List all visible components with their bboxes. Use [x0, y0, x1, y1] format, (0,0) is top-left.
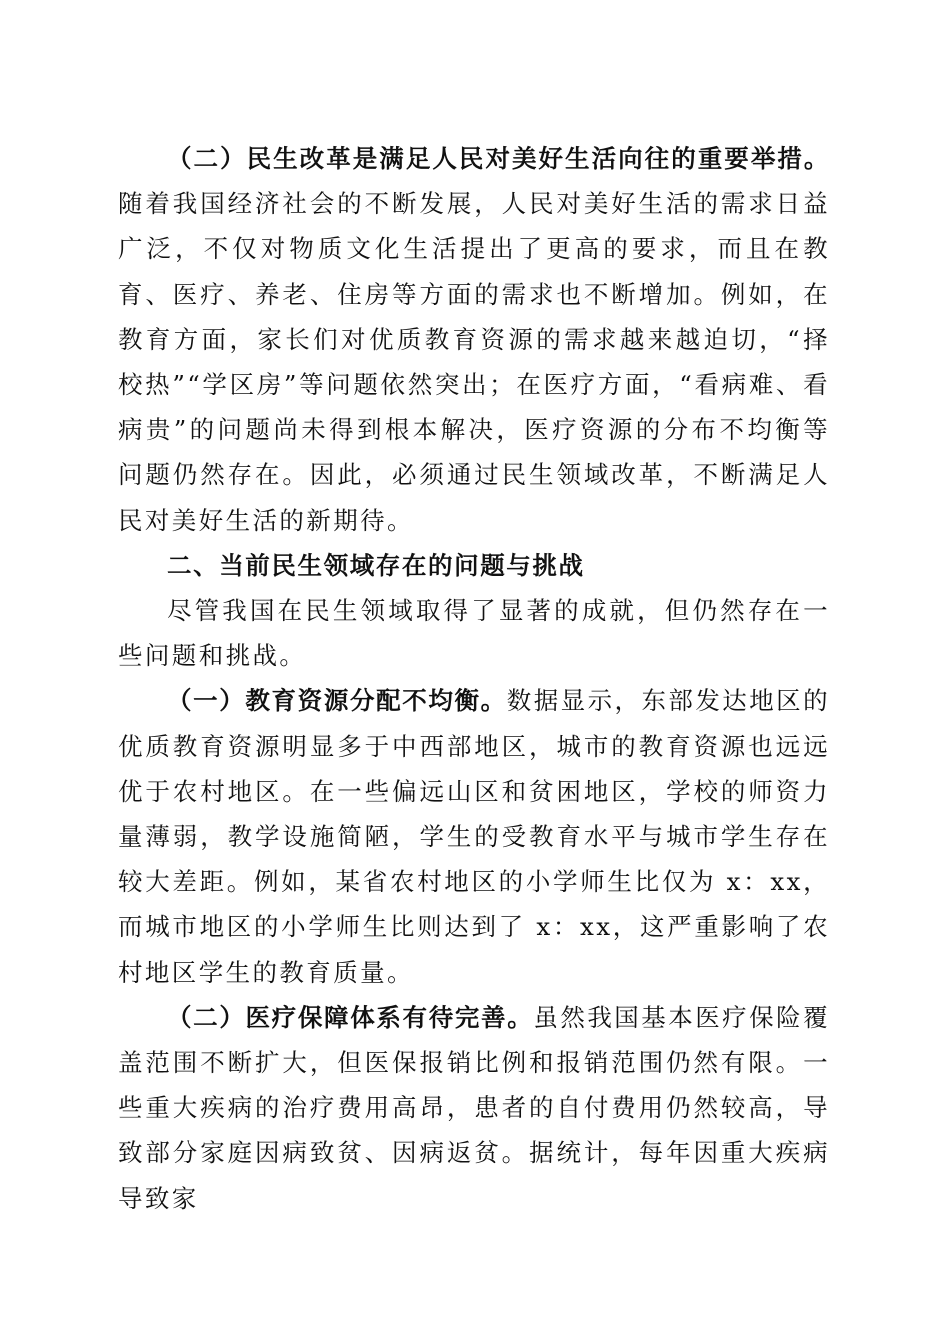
paragraph-lead: （二）医疗保障体系有待完善。: [167, 1002, 534, 1032]
document-body: [118, 136, 830, 1221]
paragraph-text: 虽然我国基本医疗保险覆盖范围不断扩大，但医保报销比例和报销范围仍然有限。一些重大疾病的治疗费用高昂，患者的自付费用仍然较高，导致部分家庭因病致贫、因病返贫。据统计，每年因重大疾病导致家: [118, 1002, 830, 1213]
paragraph-medical: [118, 995, 830, 1221]
paragraph-livelihood-reform: [118, 136, 830, 543]
paragraph-text: 数据显示，东部发达地区的优质教育资源明显多于中西部地区，城市的教育资源也远远优于农村地区。在一些偏远山区和贫困地区，学校的师资力量薄弱，教学设施简陋，学生的受教育水平与城市学生存在较大差距。例如，某省农村地区的小学师生比仅为 x：xx，而城市地区的小学师生比则达到了 x：xx，这严重影响了农村地区学生的教育质量。: [118, 686, 830, 987]
paragraph-text: 随着我国经济社会的不断发展，人民对美好生活的需求日益广泛，不仅对物质文化生活提出了更高的要求，而且在教育、医疗、养老、住房等方面的需求也不断增加。例如，在教育方面，家长们对优质教育资源的需求越来越迫切，“择校热”“学区房”等问题依然突出；在医疗方面，“看病难、看病贵”的问题尚未得到根本解决，医疗资源的分布不均衡等问题仍然存在。因此，必须通过民生领域改革，不断满足人民对美好生活的新期待。: [118, 189, 830, 535]
paragraph-education: [118, 678, 830, 994]
section-heading: 二、当前民生领域存在的问题与挑战: [167, 550, 585, 580]
paragraph-intro: 尽管我国在民生领域取得了显著的成就，但仍然存在一些问题和挑战。: [118, 596, 830, 671]
paragraph-lead: （二）民生改革是满足人民对美好生活向往的重要举措。: [167, 144, 830, 173]
paragraph-lead: （一）教育资源分配不均衡。: [167, 686, 507, 716]
